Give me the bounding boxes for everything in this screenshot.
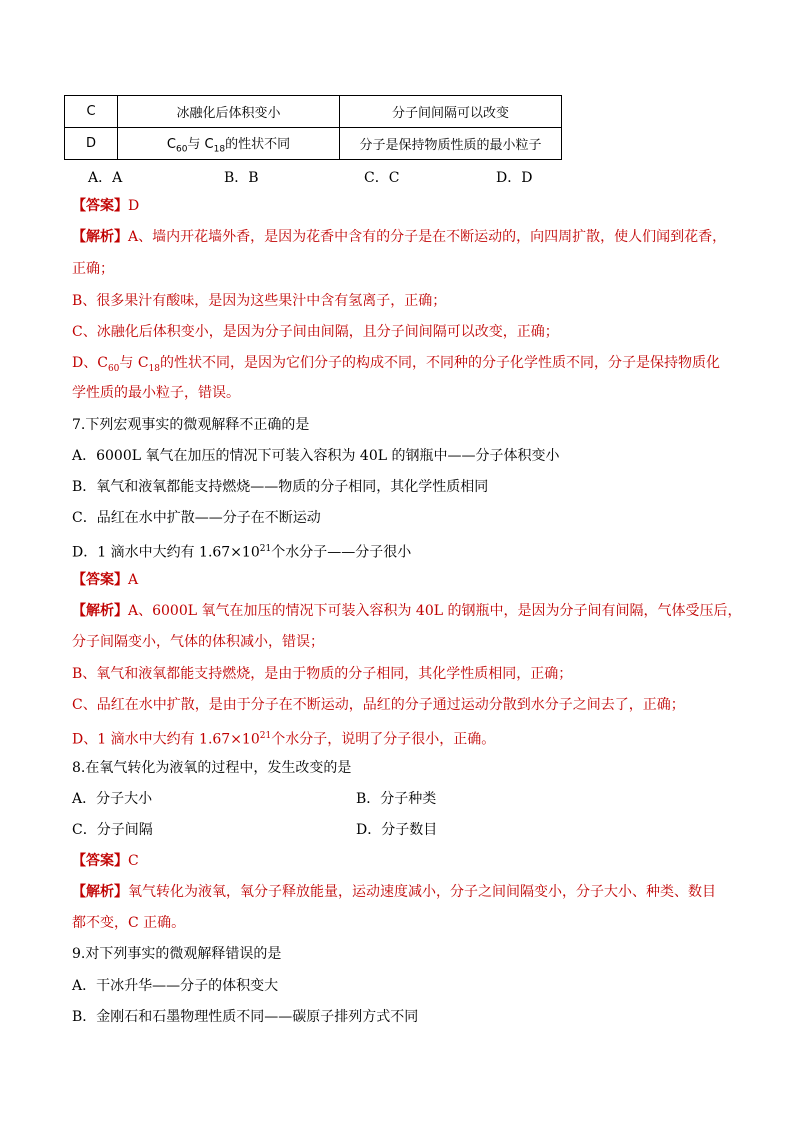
q6-analysis-line: D、$C_{60}$与 $C_{18}$的性状不同，是因为它们分子的构成不同，不同种的分子化学性质不同，分子是保持物质化 (72, 355, 721, 374)
table-cell-fact: 冰融化后体积变小 (118, 96, 340, 128)
q6-analysis-line: B、很多果汁有酸味，是因为这些果汁中含有氢离子，正确； (72, 293, 447, 309)
q7-answer: 【答案】A (72, 572, 139, 588)
q8-analysis-line: 【解析】氧气转化为液氧，氧分子释放能量，运动速度减小，分子之间间隔变小，分子大小、种类、数目 (72, 884, 716, 900)
q7-choice: D．1 滴水中大约有 $1.67\times 10^{21}$个水分子——分子很小 (72, 544, 412, 561)
q7-analysis-line: D、1 滴水中大约有 $1.67\times 10^{21}$个水分子，说明了分子很小，正确。 (72, 731, 496, 748)
table-cell-option: D (65, 128, 118, 160)
table-cell-option: C (65, 96, 118, 128)
q8-analysis-line: 都不变，C 正确。 (72, 915, 186, 931)
q8-choice: A．分子大小 (72, 791, 153, 807)
choice-b: B．B (224, 170, 259, 186)
q8-choice: B．分子种类 (356, 791, 437, 807)
q6-analysis-line: 正确； (72, 261, 114, 277)
q7-analysis-line: B、氧气和液氧都能支持燃烧，是由于物质的分子相同，其化学性质相同，正确； (72, 666, 573, 682)
table-cell-explanation: 分子间间隔可以改变 (340, 96, 562, 128)
q7-choice: B．氧气和液氧都能支持燃烧——物质的分子相同，其化学性质相同 (72, 479, 489, 495)
table-row (65, 128, 562, 160)
q7-analysis-line: 分子间隔变小，气体的体积减小，错误； (72, 634, 324, 650)
q7-analysis-line: 【解析】A、6000L 氧气在加压的情况下可装入容积为 40L 的钢瓶中，是因为分子间有间隔，气体受压后， (72, 603, 742, 619)
q6-analysis-line: C、冰融化后体积变小，是因为分子间由间隔，且分子间间隔可以改变，正确； (72, 324, 559, 340)
options-table (64, 95, 562, 160)
choice-a: A．A (88, 170, 123, 186)
table-cell-explanation: 分子是保持物质性质的最小粒子 (340, 128, 562, 160)
q9-stem: 9.对下列事实的微观解释错误的是 (72, 946, 282, 962)
q7-choice: A．6000L 氧气在加压的情况下可装入容积为 40L 的钢瓶中——分子体积变小 (72, 448, 560, 464)
q7-choice: C．品红在水中扩散——分子在不断运动 (72, 510, 321, 526)
q7-stem: 7.下列宏观事实的微观解释不正确的是 (72, 417, 310, 433)
q9-choice: B．金刚石和石墨物理性质不同——碳原子排列方式不同 (72, 1009, 419, 1025)
q6-answer: 【答案】D (72, 198, 140, 214)
choice-c: C．C (364, 170, 400, 186)
q6-analysis-line: 【解析】A、墙内开花墙外香，是因为花香中含有的分子是在不断运动的，向四周扩散，使人们闻到花香， (72, 229, 727, 245)
q8-choice: D．分子数目 (356, 822, 438, 838)
q7-analysis-line: C、品红在水中扩散，是由于分子在不断运动，品红的分子通过运动分散到水分子之间去了，正确； (72, 697, 685, 713)
q6-analysis-line: 学性质的最小粒子，错误。 (72, 385, 240, 401)
q9-choice: A．干冰升华——分子的体积变大 (72, 978, 279, 994)
table-cell-fact: $C_{60}$与 $C_{18}$的性状不同 (118, 128, 340, 160)
choice-d: D．D (496, 170, 533, 186)
q8-choice: C．分子间隔 (72, 822, 153, 838)
q8-answer: 【答案】C (72, 853, 139, 869)
table-row (65, 96, 562, 128)
q8-stem: 8.在氧气转化为液氧的过程中，发生改变的是 (72, 760, 352, 776)
